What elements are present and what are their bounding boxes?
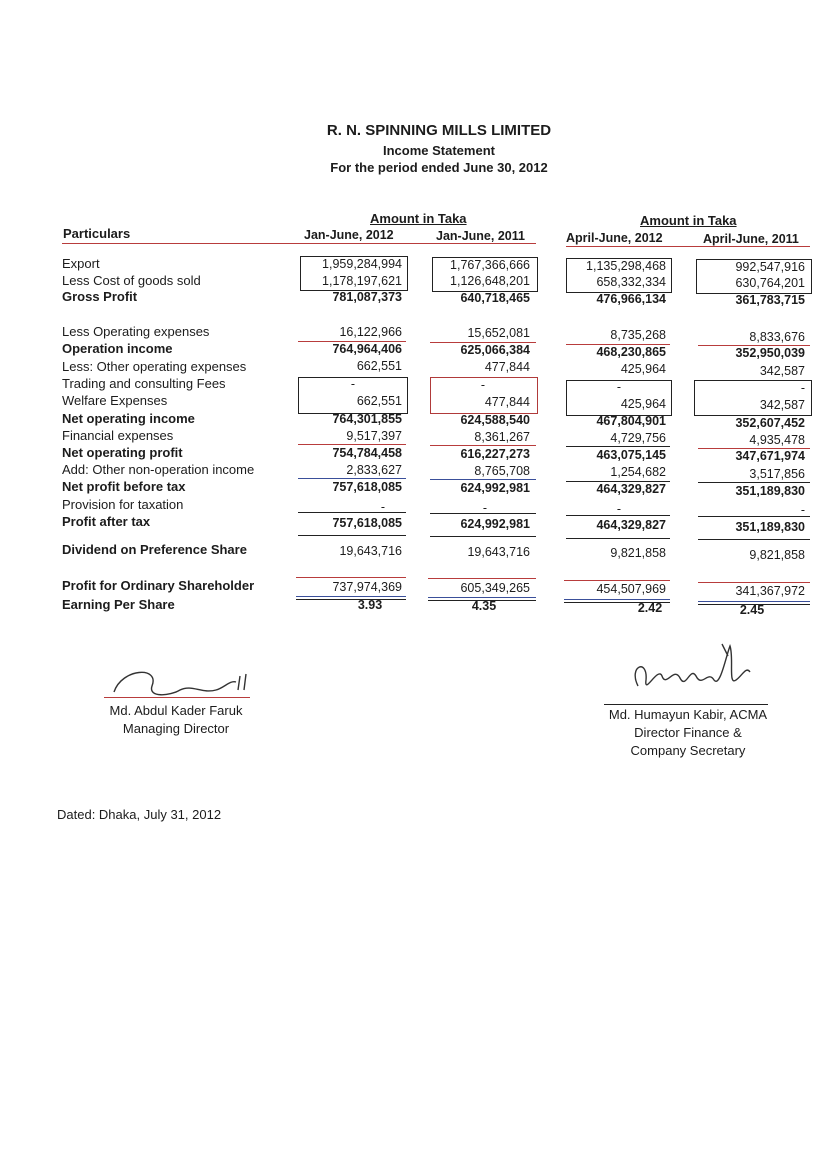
dated-line: Dated: Dhaka, July 31, 2012 [57,807,222,822]
cell-value: 347,671,974 [735,449,805,463]
header-rule [62,243,536,244]
cell-value: 764,301,855 [332,412,402,426]
statement-title: Income Statement [383,143,495,158]
cell-value: 4,935,478 [749,433,805,447]
row-label: Gross Profit [62,289,138,304]
signatory-right-title: Director Finance & [634,725,742,740]
signature-line [604,704,768,705]
company-name: R. N. SPINNING MILLS LIMITED [326,122,552,139]
cell-value: 1,178,197,621 [322,274,402,288]
sum-rule [298,512,406,513]
header-rule [566,246,810,247]
cell-value: - [800,381,805,395]
sum-rule [566,538,670,539]
cell-value: 9,821,858 [610,546,666,560]
column-header: Jan-June, 2011 [436,229,525,243]
cell-value: - [800,503,805,517]
cell-value: 1,135,298,468 [586,259,666,273]
sum-rule [428,597,536,598]
row-label: Welfare Expenses [62,393,168,408]
row-label: Net operating income [62,411,195,426]
sum-rule [564,599,670,600]
cell-value: - [616,502,622,516]
row-label: Dividend on Preference Share [62,542,247,557]
cell-value: 342,587 [759,398,805,412]
cell-value: 737,974,369 [332,580,402,594]
cell-value: 640,718,465 [460,291,530,305]
cell-value: 764,964,406 [332,342,402,356]
cell-value: - [480,378,486,392]
cell-value: 658,332,334 [596,275,666,289]
cell-value: 454,507,969 [596,582,666,596]
row-label: Trading and consulting Fees [62,376,226,391]
sum-rule [566,446,670,447]
cell-value: 624,588,540 [460,413,530,427]
row-label: Add: Other non-operation income [62,462,255,477]
cell-value: 605,349,265 [460,581,530,595]
cell-value: - [350,377,356,391]
cell-value: 361,783,715 [735,293,805,307]
cell-value: 19,643,716 [467,545,530,559]
row-label: Less Cost of goods sold [62,273,201,288]
sum-rule [698,601,810,602]
cell-value: 4,729,756 [610,431,666,445]
cell-value: 992,547,916 [735,260,805,274]
row-label: Export [62,256,100,271]
cell-value: 757,618,085 [332,516,402,530]
cell-value: 4.35 [471,599,497,613]
cell-value: 352,950,039 [735,346,805,360]
cell-value: 1,254,682 [610,465,666,479]
row-label: Earning Per Share [62,597,175,612]
cell-value: 476,966,134 [596,292,666,306]
cell-value: 16,122,966 [339,325,402,339]
cell-value: 464,329,827 [596,482,666,496]
cell-value: 8,765,708 [474,464,530,478]
cell-value: 351,189,830 [735,484,805,498]
cell-value: 1,959,284,994 [322,257,402,271]
cell-value: 630,764,201 [735,276,805,290]
cell-value: - [380,500,386,514]
group-header-april-june: Amount in Taka [640,213,737,228]
column-header: April-June, 2011 [703,232,799,246]
cell-value: 341,367,972 [735,584,805,598]
signatory-left-title: Managing Director [122,721,230,736]
cell-value: 625,066,384 [460,343,530,357]
sum-rule [564,580,670,581]
cell-value: 616,227,273 [460,447,530,461]
signatory-right-title: Company Secretary [630,743,746,758]
cell-value: 781,087,373 [332,290,402,304]
cell-value: 8,833,676 [749,330,805,344]
signature-right [618,636,768,704]
row-label: Net operating profit [62,445,183,460]
cell-value: 463,075,145 [596,448,666,462]
cell-value: 2.42 [637,601,663,615]
cell-value: 662,551 [356,394,402,408]
cell-value: 757,618,085 [332,480,402,494]
row-label: Less: Other operating expenses [62,359,247,374]
signatory-left-name: Md. Abdul Kader Faruk [109,703,243,718]
cell-value: 2.45 [739,603,765,617]
cell-value: 468,230,865 [596,345,666,359]
cell-value: 477,844 [484,360,530,374]
cell-value: 1,767,366,666 [450,258,530,272]
cell-value: 662,551 [356,359,402,373]
column-header: Jan-June, 2012 [304,228,394,242]
cell-value: 477,844 [484,395,530,409]
row-label: Less Operating expenses [62,324,210,339]
cell-value: 9,821,858 [749,548,805,562]
cell-value: - [616,380,622,394]
cell-value: 425,964 [620,397,666,411]
row-label: Operation income [62,341,173,356]
cell-value: 8,361,267 [474,430,530,444]
cell-value: 624,992,981 [460,481,530,495]
particulars-header: Particulars [63,226,131,241]
sum-rule [430,536,536,537]
sum-rule [566,515,670,516]
sum-rule [698,582,810,583]
cell-value: 1,126,648,201 [450,274,530,288]
row-label: Profit for Ordinary Shareholder [62,578,255,593]
group-header-jan-june: Amount in Taka [370,211,467,226]
sum-rule [298,444,406,445]
cell-value: 464,329,827 [596,518,666,532]
cell-value: 351,189,830 [735,520,805,534]
row-label: Profit after tax [62,514,151,529]
sum-rule [430,445,536,446]
cell-value: 425,964 [620,362,666,376]
sum-rule [296,596,406,597]
cell-value: 467,804,901 [596,414,666,428]
cell-value: 9,517,397 [346,429,402,443]
sum-rule [430,479,536,480]
sum-rule [298,478,406,479]
sum-rule [698,539,810,540]
cell-value: - [482,501,488,515]
cell-value: 2,833,627 [346,463,402,477]
row-label: Provision for taxation [62,497,184,512]
sum-rule [698,482,810,483]
cell-value: 3.93 [357,598,383,612]
row-label: Net profit before tax [62,479,186,494]
cell-value: 15,652,081 [467,326,530,340]
statement-period: For the period ended June 30, 2012 [330,160,548,175]
sum-rule [430,513,536,514]
signatory-right-name: Md. Humayun Kabir, ACMA [608,707,768,722]
sum-rule [298,535,406,536]
cell-value: 352,607,452 [735,416,805,430]
cell-value: 342,587 [759,364,805,378]
column-header: April-June, 2012 [566,231,663,245]
signature-line [104,697,250,698]
cell-value: 19,643,716 [339,544,402,558]
sum-rule [428,578,536,579]
cell-value: 8,735,268 [610,328,666,342]
sum-rule [698,516,810,517]
cell-value: 624,992,981 [460,517,530,531]
row-label: Financial expenses [62,428,174,443]
cell-value: 754,784,458 [332,446,402,460]
sum-rule [296,577,406,578]
cell-value: 3,517,856 [749,467,805,481]
